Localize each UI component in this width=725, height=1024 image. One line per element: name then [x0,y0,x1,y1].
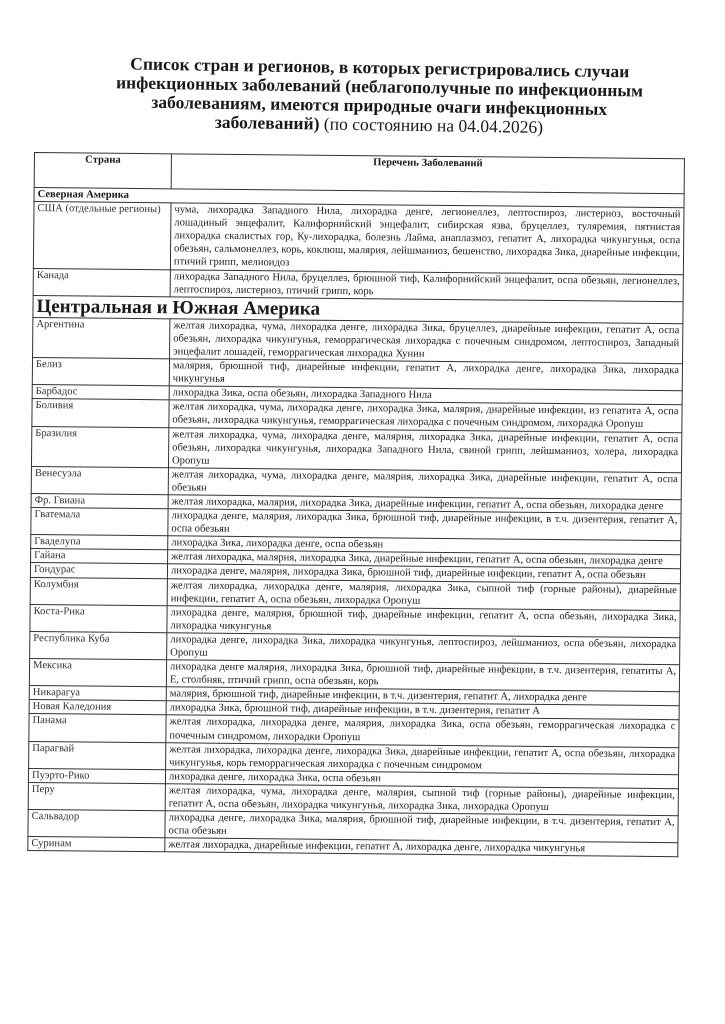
country-cell: Суринам [28,837,165,852]
diseases-cell: желтая лихорадка, чума, лихорадка денге, малярия, сыпной тиф (горные районы), диарейные инфекции, гепатит А, оспа обезьян, лихорадка чикунгунья, лихорадка Зика, лихорадка Оропуш [165,784,678,816]
diseases-cell: малярия, брюшной тиф, диарейные инфекции, в т.ч. дизентерия, гепатит А, лихорадка денге [166,687,679,706]
diseases-cell: желтая лихорадка, чума, лихорадка денге, малярия, лихорадка Зика, диарейные инфекции, гепатит А, оспа обезьян [168,468,681,500]
country-cell: Республика Куба [30,631,167,660]
table-row [33,202,684,275]
country-cell: Фр. Гвиана [31,493,168,508]
diseases-cell: лихорадка Зика, лихорадка денге, оспа обезьян [168,536,681,555]
diseases-cell: желтая лихорадка, чума, лихорадка денге, малярия, лихорадка Зика, диарейные инфекции, гепатит А, оспа обезьян, лихорадка чикунгунья, лихорадка Западного Нила, свиной грипп, лейшманиоз, холера, лихорадка Оропуш [168,427,681,472]
country-cell: Колумбия [30,577,167,606]
document-title [99,54,660,139]
country-cell: Белиз [32,358,169,387]
country-cell: Гватемала [31,508,168,537]
diseases-cell: лихорадка денге малярия, лихорадка Зика, брюшной тиф, диарейные инфекции, в т.ч. дизентерия, гепатиты А, Е, столбняк, птичий грипп, оспа обезьян, корь [166,660,679,692]
header-country: Страна [34,153,171,189]
diseases-cell: лихорадка Зика, брюшной тиф, диарейные инфекции, в т.ч. дизентерия, гепатит А [166,701,679,720]
diseases-cell: лихорадка денге, малярия, лихорадка Зика, брюшной тиф, диарейные инфекции, гепатит А, оспа обезьян [167,564,680,583]
country-cell: Канада [33,268,170,297]
title-date: (по состоянию на 04.04.2026) [323,113,544,137]
diseases-cell: желтая лихорадка, малярия, лихорадка Зика, диарейные инфекции, гепатит А, оспа обезьян, лихорадка денге [168,550,681,569]
country-cell: Перу [28,782,165,811]
diseases-cell: желтая лихорадка, чума, лихорадка денге, лихорадка Зика, бруцеллез, диарейные инфекции, гепатит А, оспа обезьян, лихорадка чикунгунья, геморрагическая лихорадка с почечным синдромом, лептоспироз, Западный энцефалит лошадей, геморрагическая лихорадка Хунин [170,319,683,364]
country-cell: Боливия [32,399,169,428]
table-row [31,426,681,473]
country-cell: Аргентина [33,317,170,359]
region-heading: Центральная и Южная Америка [33,295,683,323]
diseases-cell: желтая лихорадка, малярия, лихорадка Зика, диарейные инфекции, гепатит А, оспа обезьян, лихорадка денге [168,495,681,514]
country-cell: Новая Каледония [29,700,166,715]
country-cell: Мексика [29,659,166,688]
diseases-cell: лихорадка денге, лихорадка Зика, лихорадка чикунгунья, лептоспироз, лейшманиоз, оспа обезьян, лихорадка Оропуш [167,633,680,665]
country-cell: Сальвадор [28,810,165,839]
country-cell: Никарагуа [29,686,166,701]
diseases-cell: лихорадка денге, лихорадка Зика, оспа обезьян [165,770,678,789]
title-main: Список стран и регионов, в которых регистрировались случаи инфекционных заболеваний (неблагополучные по инфекционным заболеваниям, имеются природные очаги инфекционных заболеваний) [115,53,644,134]
table-row [33,317,683,364]
country-cell: Гондурас [30,563,167,578]
diseases-cell: желтая лихорадка, лихорадка денге, малярия, лихорадка Зика, сыпной тиф (горные районы), диарейные инфекции, гепатит А, оспа обезьян, лихорадка Оропуш [167,578,680,610]
country-cell: Панама [29,714,166,743]
diseases-cell: желтая лихорадка, лихорадка денге, лихорадка Зика, диарейные инфекции, гепатит А, оспа обезьян, лихорадка чикунгунья, корь геморрагическая лихорадка с почечным синдромом [166,742,679,774]
country-cell: Коста-Рика [30,604,167,633]
diseases-cell: малярия, брюшной тиф, диарейные инфекции, гепатит А, лихорадка денге, лихорадка Зика, лихорадка чикунгунья [169,359,682,391]
country-cell: Парагвай [29,741,166,770]
diseases-cell: желтая лихорадка, диарейные инфекции, гепатит А, лихорадка денге, лихорадка чикунгунья [165,838,678,857]
country-cell: Бразилия [31,426,168,468]
country-cell: США (отдельные регионы) [33,202,171,270]
country-cell: Венесуэла [31,466,168,495]
table-body [28,188,684,858]
diseases-cell: лихорадка денге, лихорадка Зика, малярия, брюшной тиф, диарейные инфекции, в т.ч. дизентерия, гепатит А, оспа обезьян [165,811,678,843]
country-cell: Барбадос [32,385,169,400]
diseases-cell: желтая лихорадка, чума, лихорадка денге, лихорадка Зика, малярия, диарейные инфекции, из гепатита А, оспа обезьян, лихорадка чикунгунья, геморрагическая лихорадка с почечным синдромом, лихорадка Оропуш [169,400,682,432]
country-cell: Пуэрто-Рико [28,768,165,783]
diseases-cell: лихорадка денге, малярия, брюшной тиф, диарейные инфекции, гепатит А, оспа обезьян, лихорадка Зика, лихорадка чикунгунья [167,606,680,638]
region-heading: Северная Америка [34,188,684,208]
header-diseases: Перечень Заболеваний [171,154,684,194]
diseases-cell: лихорадка Западного Нила, бруцеллез, брюшной тиф, Калифорнийский энцефалит, оспа обезьян, легионеллез, лептоспироз, листериоз, птичий грипп, корь [170,269,683,301]
diseases-cell: лихорадка денге, малярия, лихорадка Зика, брюшной тиф, диарейные инфекции, в т.ч. дизентерия, гепатит А, оспа обезьян [168,509,681,541]
country-cell: Гваделупа [31,535,168,550]
country-cell: Гайана [31,549,168,564]
countries-table [27,152,685,858]
diseases-cell: чума, лихорадка Западного Нила, лихорадка денге, легионеллез, лептоспироз, листериоз, восточный лошадиный энцефалит, Калифорнийский энцефалит, сибирская язва, бруцеллез, туляремия, пятнистая лихорадка скалистых гор, Ку-лихорадка, болезнь Лайма, анаплазмоз, гепатит А, лихорадка чикунгунья, оспа обезьян, сальмонеллез, корь, коклюш, малярия, лейшманиоз, бешенство, лихорадка Зика, диарейные инфекции, птичий грипп, мелиоидоз [170,203,684,274]
diseases-cell: желтая лихорадка, лихорадка денге, малярия, лихорадка Зика, оспа обезьян, геморрагическая лихорадка с почечным синдромом, лихорадки Оропуш [166,715,679,747]
diseases-cell: лихорадка Зика, оспа обезьян, лихорадка Западного Нила [169,386,682,405]
